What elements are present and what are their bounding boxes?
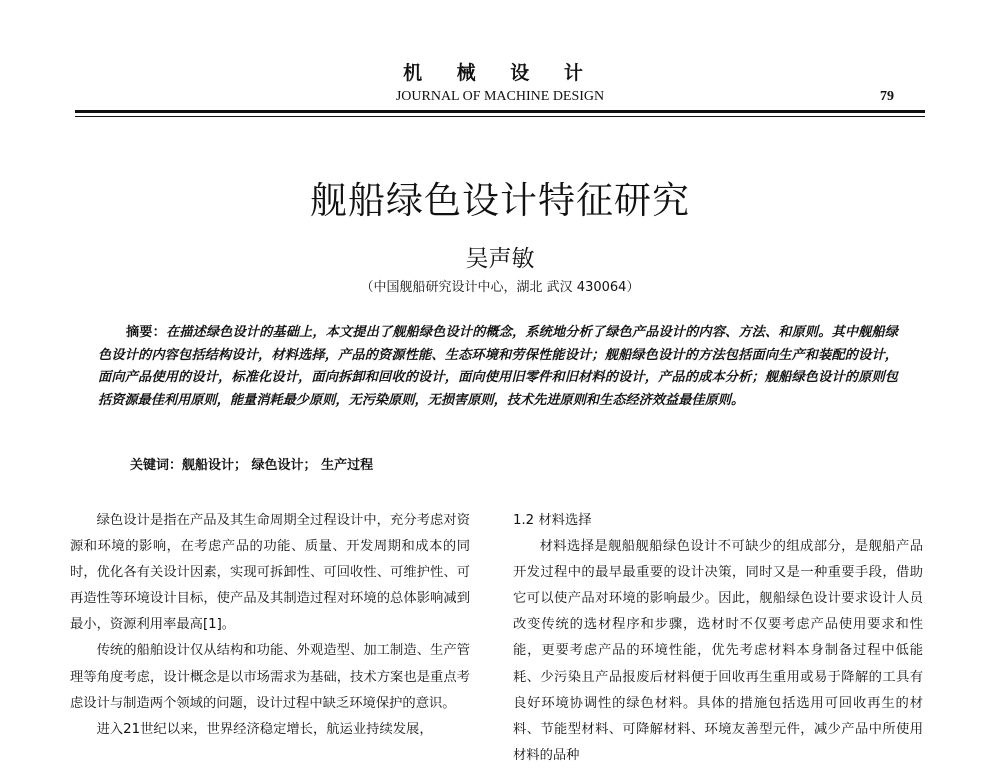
author-affiliation: （中国舰船研究设计中心，湖北 武汉 430064） [360, 280, 640, 295]
header-rule-thick [75, 110, 925, 113]
body-paragraph: 绿色设计是指在产品及其生命周期全过程设计中，充分考虑对资源和环境的影响，在考虑产品的功能、质量、开发周期和成本的同时，优化各有关设计因素，实现可拆卸性、可回收性、可维护性、可再造性等环境设计目标，使产品及其制造过程对环境的总体影响减到最小，资源利用率最高[1]。 [70, 513, 470, 633]
journal-title-en: JOURNAL OF MACHINE DESIGN [395, 89, 605, 104]
abstract-label: 摘要： [126, 325, 166, 340]
abstract [98, 322, 898, 412]
section-heading: 1.2 材料选择 [513, 513, 592, 528]
article-author: 吴声敏 [465, 246, 535, 272]
keywords-text: 舰船设计； 绿色设计； 生产过程 [182, 458, 374, 473]
body-paragraph: 传统的船舶设计仅从结构和功能、外观造型、加工制造、生产管理等角度考虑，设计概念是以市场需求为基础，技术方案也是重点考虑设计与制造两个领域的问题，设计过程中缺乏环境保护的意识。 [70, 643, 470, 711]
body-column-right [513, 508, 923, 769]
keywords-label: 关键词： [130, 458, 183, 473]
abstract-text: 在描述绿色设计的基础上，本文提出了舰船绿色设计的概念，系统地分析了绿色产品设计的内容、方法、和原则。其中舰船绿色设计的内容包括结构设计，材料选择，产品的资源性能、生态环境和劳保性能设计；舰船绿色设计的方法包括面向生产和装配的设计，面向产品使用的设计，标准化设计，面向拆卸和回收的设计，面向使用旧零件和旧材料的设计，产品的成本分析；舰船绿色设计的原则包括资源最佳利用原则，能量消耗最少原则，无污染原则，无损害原则，技术先进原则和生态经济效益最佳原则。 [98, 325, 898, 408]
journal-title-cn: 机 械 设 计 [403, 62, 597, 84]
page-number: 79 [880, 89, 894, 104]
body-column-left [70, 508, 470, 743]
header-rule-thin [75, 116, 925, 117]
keywords [130, 454, 890, 473]
article-title: 舰船绿色设计特征研究 [310, 179, 690, 222]
body-paragraph: 进入21世纪以来，世界经济稳定增长，航运业持续发展， [96, 721, 433, 737]
body-paragraph: 材料选择是舰船舰船绿色设计不可缺少的组成部分，是舰船产品开发过程中的最早最重要的设计决策，同时又是一种重要手段，借助它可以使产品对环境的影响最少。因此，舰船绿色设计要求设计人员改变传统的选材程序和步骤，选材时不仅要考虑产品使用要求和性能，更要考虑产品的环境性能，优先考虑材料本身制备过程中低能耗、少污染且产品报废后材料便于回收再生重用或易于降解的工具有良好环境协调性的绿色材料。具体的措施包括选用可回收再生的材料、节能型材料、可降解材料、环境友善型元件，减少产品中所使用材料的品种 [513, 539, 923, 763]
